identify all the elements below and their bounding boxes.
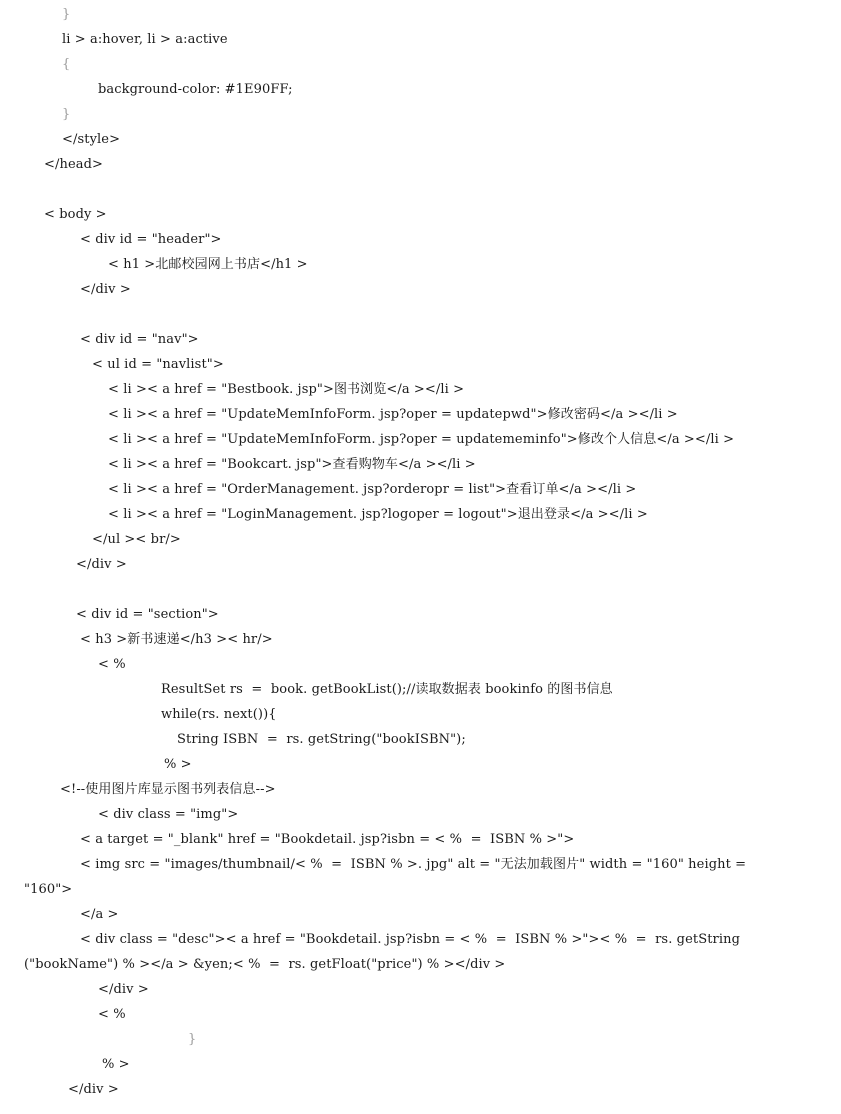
- code-line-h3: < h3 >新书速递</h3 >< hr/>: [80, 632, 273, 647]
- code-line-while: while(rs. next()){: [161, 707, 277, 722]
- code-line-nav-item-logout: < li >< a href = "LoginManagement. jsp?logoper = logout">退出登录</a ></li >: [108, 507, 648, 522]
- code-line-head-close: </head>: [44, 157, 104, 172]
- code-line-anchor-close: </a >: [80, 907, 119, 922]
- code-line-css-property: background-color: #1E90FF;: [98, 82, 293, 97]
- code-line-nav-item-bookcart: < li >< a href = "Bookcart. jsp">查看购物车</a ></li >: [108, 457, 476, 472]
- code-line-img-div-close: </div >: [98, 982, 149, 997]
- code-line-scriptlet-open: < %: [98, 657, 126, 672]
- code-line-h1: < h1 >北邮校园网上书店</h1 >: [108, 257, 308, 272]
- code-line-navlist-ul: < ul id = "navlist">: [92, 357, 224, 372]
- code-line-nav-item-orders: < li >< a href = "OrderManagement. jsp?orderopr = list">查看订单</a ></li >: [108, 482, 637, 497]
- code-line-comment: <!--使用图片库显示图书列表信息-->: [60, 782, 276, 797]
- code-line-scriptlet-open-2: < %: [98, 1007, 126, 1022]
- code-line-header-div-close: </div >: [80, 282, 131, 297]
- code-line-scriptlet-close-2: % >: [102, 1057, 130, 1072]
- code-line-nav-item-updatepwd: < li >< a href = "UpdateMemInfoForm. jsp?oper = updatepwd">修改密码</a ></li >: [108, 407, 678, 422]
- code-line-nav-div-close: </div >: [76, 557, 127, 572]
- code-line-anchor: < a target = "_blank" href = "Bookdetail. jsp?isbn = < % = ISBN % >">: [80, 832, 575, 847]
- code-line-header-div: < div id = "header">: [80, 232, 222, 247]
- code-line-desc-div: < div class = "desc">< a href = "Bookdetail. jsp?isbn = < % = ISBN % >">< % = rs. getString: [80, 932, 740, 947]
- code-line-nav-div: < div id = "nav">: [80, 332, 199, 347]
- code-line-css-close-brace-2: }: [62, 107, 71, 122]
- code-line-css-selector: li > a:hover, li > a:active: [62, 32, 228, 47]
- code-line-isbn: String ISBN = rs. getString("bookISBN");: [177, 732, 466, 747]
- code-line-style-close: </style>: [62, 132, 121, 147]
- code-line-img-div: < div class = "img">: [98, 807, 239, 822]
- code-line-nav-item-updatememinfo: < li >< a href = "UpdateMemInfoForm. jsp?oper = updatememinfo">修改个人信息</a ></li >: [108, 432, 735, 447]
- code-line-img-tag-cont: "160">: [24, 882, 73, 897]
- code-line-desc-div-cont: ("bookName") % ></a > &yen;< % = rs. getFloat("price") % ></div >: [24, 957, 506, 972]
- code-line-section-div-close: </div >: [68, 1082, 119, 1097]
- code-line-css-close-brace: }: [62, 7, 71, 22]
- code-line-section-div: < div id = "section">: [76, 607, 219, 622]
- code-line-while-close: }: [188, 1032, 197, 1047]
- code-line-img-tag: < img src = "images/thumbnail/< % = ISBN % >. jpg" alt = "无法加载图片" width = "160" height =: [80, 857, 747, 872]
- code-line-css-open-brace: {: [62, 57, 71, 72]
- code-line-scriptlet-close: % >: [164, 757, 192, 772]
- code-line-resultset: ResultSet rs = book. getBookList();//读取数据表 bookinfo 的图书信息: [161, 682, 613, 697]
- code-line-ul-close: </ul >< br/>: [92, 532, 181, 547]
- code-line-nav-item-bestbook: < li >< a href = "Bestbook. jsp">图书浏览</a ></li >: [108, 382, 465, 397]
- code-line-body-open: < body >: [44, 207, 107, 222]
